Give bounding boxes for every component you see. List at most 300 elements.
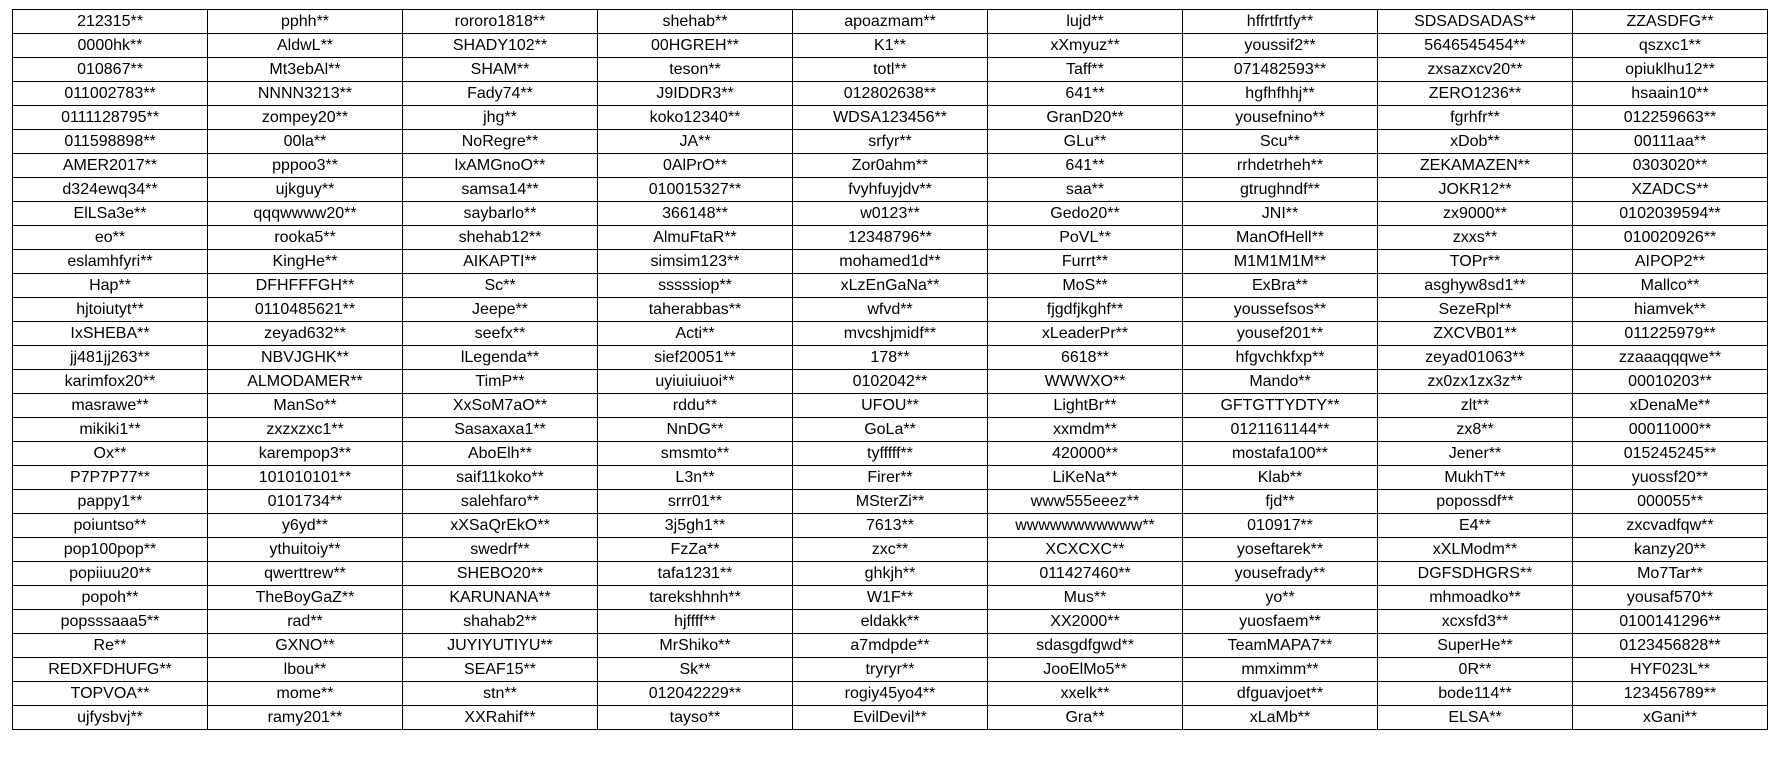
table-cell[interactable]: tafa1231** [598, 562, 793, 586]
table-cell[interactable]: ujfysbvj** [13, 706, 208, 730]
table-cell[interactable]: 00HGREH** [598, 34, 793, 58]
table-cell[interactable]: zx8** [1378, 418, 1573, 442]
table-cell[interactable]: hffrtfrtfy** [1183, 10, 1378, 34]
table-cell[interactable]: 00010203** [1573, 370, 1768, 394]
table-cell[interactable]: fjd** [1183, 490, 1378, 514]
table-cell[interactable]: rrhdetrheh** [1183, 154, 1378, 178]
table-cell[interactable]: xxelk** [988, 682, 1183, 706]
table-cell[interactable]: srrr01** [598, 490, 793, 514]
table-cell[interactable]: ManSo** [208, 394, 403, 418]
table-cell[interactable]: TheBoyGaZ** [208, 586, 403, 610]
table-row [13, 58, 1768, 82]
table-cell[interactable]: P7P7P77** [13, 466, 208, 490]
table-row [13, 130, 1768, 154]
table-cell[interactable]: www555eeez** [988, 490, 1183, 514]
table-cell[interactable]: M1M1M1M** [1183, 250, 1378, 274]
table-row [13, 34, 1768, 58]
table-cell[interactable]: sief20051** [598, 346, 793, 370]
table-row [13, 298, 1768, 322]
table-cell[interactable]: XxSoM7aO** [403, 394, 598, 418]
table-cell[interactable]: uyiuiuiuoi** [598, 370, 793, 394]
table-cell[interactable]: yousef201** [1183, 322, 1378, 346]
table-cell[interactable]: yuossf20** [1573, 466, 1768, 490]
table-cell[interactable]: d324ewq34** [13, 178, 208, 202]
table-cell[interactable]: 212315** [13, 10, 208, 34]
table-cell[interactable]: K1** [793, 34, 988, 58]
table-cell[interactable]: mmximm** [1183, 658, 1378, 682]
table-cell[interactable]: ELSA** [1378, 706, 1573, 730]
table-cell[interactable]: XX2000** [988, 610, 1183, 634]
table-cell[interactable]: 00la** [208, 130, 403, 154]
table-cell[interactable]: popsssaaa5** [13, 610, 208, 634]
table-cell[interactable]: opiuklhu12** [1573, 58, 1768, 82]
table-cell[interactable]: masrawe** [13, 394, 208, 418]
table-cell[interactable]: GoLa** [793, 418, 988, 442]
table-cell[interactable]: Firer** [793, 466, 988, 490]
table-cell[interactable]: 0111128795** [13, 106, 208, 130]
table-cell[interactable]: shehab** [598, 10, 793, 34]
table-cell[interactable]: AIPOP2** [1573, 250, 1768, 274]
table-cell[interactable]: 015245245** [1573, 442, 1768, 466]
table-cell[interactable]: ZXCVB01** [1378, 322, 1573, 346]
table-cell[interactable]: zxc** [793, 538, 988, 562]
table-cell[interactable]: Jener** [1378, 442, 1573, 466]
table-cell[interactable]: ZEKAMAZEN** [1378, 154, 1573, 178]
table-cell[interactable]: AMER2017** [13, 154, 208, 178]
table-cell[interactable]: wwwwwwwwwww** [988, 514, 1183, 538]
table-cell[interactable]: Mo7Tar** [1573, 562, 1768, 586]
table-cell[interactable]: TeamMAPA7** [1183, 634, 1378, 658]
table-cell[interactable]: ZERO1236** [1378, 82, 1573, 106]
table-cell[interactable]: tryryr** [793, 658, 988, 682]
table-cell[interactable]: mostafa100** [1183, 442, 1378, 466]
table-cell[interactable]: 12348796** [793, 226, 988, 250]
table-cell[interactable]: poiuntso** [13, 514, 208, 538]
table-body [13, 10, 1768, 730]
table-cell[interactable]: 011427460** [988, 562, 1183, 586]
table-cell[interactable]: 010015327** [598, 178, 793, 202]
table-cell[interactable]: xxmdm** [988, 418, 1183, 442]
table-cell[interactable]: saybarlo** [403, 202, 598, 226]
table-cell[interactable]: bode114** [1378, 682, 1573, 706]
table-cell[interactable]: popoh** [13, 586, 208, 610]
table-cell[interactable]: 012042229** [598, 682, 793, 706]
table-cell[interactable]: GFTGTTYDTY** [1183, 394, 1378, 418]
table-cell[interactable]: ythuitoiy** [208, 538, 403, 562]
table-cell[interactable]: yuosfaem** [1183, 610, 1378, 634]
table-cell[interactable]: AIKAPTI** [403, 250, 598, 274]
table-cell[interactable]: WWWXO** [988, 370, 1183, 394]
table-cell[interactable]: tyfffff** [793, 442, 988, 466]
table-cell[interactable]: zxzxzxc1** [208, 418, 403, 442]
table-cell[interactable]: rororo1818** [403, 10, 598, 34]
table-cell[interactable]: Jeepe** [403, 298, 598, 322]
table-cell[interactable]: SDSADSADAS** [1378, 10, 1573, 34]
table-cell[interactable]: simsim123** [598, 250, 793, 274]
table-cell[interactable]: MukhT** [1378, 466, 1573, 490]
table-cell[interactable]: 6618** [988, 346, 1183, 370]
table-cell[interactable]: karempop3** [208, 442, 403, 466]
table-cell[interactable]: lxAMGnoO** [403, 154, 598, 178]
table-cell[interactable]: fvyhfuyjdv** [793, 178, 988, 202]
table-cell[interactable]: LightBr** [988, 394, 1183, 418]
table-cell[interactable]: 012259663** [1573, 106, 1768, 130]
table-cell[interactable]: 00011000** [1573, 418, 1768, 442]
table-cell[interactable]: JooElMo5** [988, 658, 1183, 682]
table-cell[interactable]: KingHe** [208, 250, 403, 274]
table-cell[interactable]: hiamvek** [1573, 298, 1768, 322]
table-cell[interactable]: hgfhfhhj** [1183, 82, 1378, 106]
table-cell[interactable]: hsaain10** [1573, 82, 1768, 106]
table-cell[interactable]: KARUNANA** [403, 586, 598, 610]
table-cell[interactable]: xLaMb** [1183, 706, 1378, 730]
table-cell[interactable]: SuperHe** [1378, 634, 1573, 658]
table-cell[interactable]: 0000hk** [13, 34, 208, 58]
table-cell[interactable]: zx0zx1zx3z** [1378, 370, 1573, 394]
table-cell[interactable]: LiKeNa** [988, 466, 1183, 490]
table-cell[interactable]: dfguavjoet** [1183, 682, 1378, 706]
table-cell[interactable]: FzZa** [598, 538, 793, 562]
table-cell[interactable]: GLu** [988, 130, 1183, 154]
table-cell[interactable]: youssefsos** [1183, 298, 1378, 322]
table-cell[interactable]: smsmto** [598, 442, 793, 466]
table-cell[interactable]: XXRahif** [403, 706, 598, 730]
table-cell[interactable]: 366148** [598, 202, 793, 226]
table-cell[interactable]: WDSA123456** [793, 106, 988, 130]
table-cell[interactable]: zlt** [1378, 394, 1573, 418]
table-cell[interactable]: MoS** [988, 274, 1183, 298]
table-row [13, 682, 1768, 706]
table-cell[interactable]: zxxs** [1378, 226, 1573, 250]
table-cell[interactable]: ElLSa3e** [13, 202, 208, 226]
table-cell[interactable]: 178** [793, 346, 988, 370]
table-cell[interactable]: NNNN3213** [208, 82, 403, 106]
table-cell[interactable]: 00111aa** [1573, 130, 1768, 154]
table-cell[interactable]: sdasgdfgwd** [988, 634, 1183, 658]
table-cell[interactable]: Mallco** [1573, 274, 1768, 298]
table-cell[interactable]: koko12340** [598, 106, 793, 130]
table-cell[interactable]: SHAM** [403, 58, 598, 82]
table-row [13, 634, 1768, 658]
table-cell[interactable]: jhg** [403, 106, 598, 130]
table-cell[interactable]: 0110485621** [208, 298, 403, 322]
table-cell[interactable]: karimfox20** [13, 370, 208, 394]
table-cell[interactable]: xcxsfd3** [1378, 610, 1573, 634]
table-cell[interactable]: AlmuFtaR** [598, 226, 793, 250]
table-cell[interactable]: Re** [13, 634, 208, 658]
table-cell[interactable]: lbou** [208, 658, 403, 682]
table-cell[interactable]: L3n** [598, 466, 793, 490]
table-cell[interactable]: saa** [988, 178, 1183, 202]
table-cell[interactable]: shehab12** [403, 226, 598, 250]
table-row [13, 466, 1768, 490]
table-cell[interactable]: fgrhfr** [1378, 106, 1573, 130]
table-cell[interactable]: mvcshjmidf** [793, 322, 988, 346]
table-cell[interactable]: a7mdpde** [793, 634, 988, 658]
table-cell[interactable]: xXSaQrEkO** [403, 514, 598, 538]
table-cell[interactable]: asghyw8sd1** [1378, 274, 1573, 298]
table-cell[interactable]: 010867** [13, 58, 208, 82]
table-cell[interactable]: mikiki1** [13, 418, 208, 442]
table-cell[interactable]: ujkguy** [208, 178, 403, 202]
table-cell[interactable]: 010917** [1183, 514, 1378, 538]
table-cell[interactable]: mome** [208, 682, 403, 706]
table-cell[interactable]: pppoo3** [208, 154, 403, 178]
table-cell[interactable]: zeyad01063** [1378, 346, 1573, 370]
table-cell[interactable]: ramy201** [208, 706, 403, 730]
table-cell[interactable]: ExBra** [1183, 274, 1378, 298]
table-cell[interactable]: 0AlPrO** [598, 154, 793, 178]
table-cell[interactable]: XCXCXC** [988, 538, 1183, 562]
table-cell[interactable]: 0303020** [1573, 154, 1768, 178]
table-cell[interactable]: yousaf570** [1573, 586, 1768, 610]
table-cell[interactable]: fjgdfjkghf** [988, 298, 1183, 322]
table-cell[interactable]: y6yd** [208, 514, 403, 538]
table-cell[interactable]: IxSHEBA** [13, 322, 208, 346]
table-row [13, 706, 1768, 730]
table-cell[interactable]: AboElh** [403, 442, 598, 466]
table-cell[interactable]: seefx** [403, 322, 598, 346]
table-cell[interactable]: saif11koko** [403, 466, 598, 490]
table-cell[interactable]: salehfaro** [403, 490, 598, 514]
table-cell[interactable]: teson** [598, 58, 793, 82]
table-cell[interactable]: youssif2** [1183, 34, 1378, 58]
table-cell[interactable]: 7613** [793, 514, 988, 538]
table-cell[interactable]: GranD20** [988, 106, 1183, 130]
table-cell[interactable]: 0101734** [208, 490, 403, 514]
table-cell[interactable]: yousefrady** [1183, 562, 1378, 586]
table-row [13, 322, 1768, 346]
table-cell[interactable]: xXLModm** [1378, 538, 1573, 562]
table-row [13, 274, 1768, 298]
table-cell[interactable]: 420000** [988, 442, 1183, 466]
table-cell[interactable]: hfgvchkfxp** [1183, 346, 1378, 370]
table-cell[interactable]: SEAF15** [403, 658, 598, 682]
table-cell[interactable]: Furrt** [988, 250, 1183, 274]
table-row [13, 226, 1768, 250]
table-cell[interactable]: tarekshhnh** [598, 586, 793, 610]
table-cell[interactable]: 011002783** [13, 82, 208, 106]
table-cell[interactable]: yousefnino** [1183, 106, 1378, 130]
table-cell[interactable]: 3j5gh1** [598, 514, 793, 538]
table-cell[interactable]: rooka5** [208, 226, 403, 250]
table-cell[interactable]: apoazmam** [793, 10, 988, 34]
table-cell[interactable]: popiiuu20** [13, 562, 208, 586]
table-cell[interactable]: hjffff** [598, 610, 793, 634]
table-cell[interactable]: 0102039594** [1573, 202, 1768, 226]
table-cell[interactable]: zzaaaqqqwe** [1573, 346, 1768, 370]
table-cell[interactable]: TOPr** [1378, 250, 1573, 274]
table-cell[interactable]: ZZASDFG** [1573, 10, 1768, 34]
table-cell[interactable]: 0R** [1378, 658, 1573, 682]
table-cell[interactable]: DFHFFFGH** [208, 274, 403, 298]
table-cell[interactable]: J9IDDR3** [598, 82, 793, 106]
table-cell[interactable]: Fady74** [403, 82, 598, 106]
table-row [13, 394, 1768, 418]
table-row [13, 610, 1768, 634]
table-row [13, 250, 1768, 274]
table-cell[interactable]: JNI** [1183, 202, 1378, 226]
table-cell[interactable]: lujd** [988, 10, 1183, 34]
table-cell[interactable]: MSterZi** [793, 490, 988, 514]
table-row [13, 442, 1768, 466]
table-cell[interactable]: Mus** [988, 586, 1183, 610]
table-cell[interactable]: zeyad632** [208, 322, 403, 346]
table-cell[interactable]: eldakk** [793, 610, 988, 634]
table-cell[interactable]: qwerttrew** [208, 562, 403, 586]
table-cell[interactable]: Mando** [1183, 370, 1378, 394]
table-cell[interactable]: NnDG** [598, 418, 793, 442]
table-cell[interactable]: 071482593** [1183, 58, 1378, 82]
table-cell[interactable]: TOPVOA** [13, 682, 208, 706]
table-cell[interactable]: Sc** [403, 274, 598, 298]
table-cell[interactable]: jj481jj263** [13, 346, 208, 370]
table-cell[interactable]: Gra** [988, 706, 1183, 730]
table-row [13, 370, 1768, 394]
spreadsheet-grid-container [12, 9, 1768, 730]
table-cell[interactable]: Gedo20** [988, 202, 1183, 226]
table-row [13, 202, 1768, 226]
table-cell[interactable]: qszxc1** [1573, 34, 1768, 58]
table-cell[interactable]: 641** [988, 82, 1183, 106]
table-cell[interactable]: ALMODAMER** [208, 370, 403, 394]
table-cell[interactable]: Mt3ebAl** [208, 58, 403, 82]
table-cell[interactable]: Ox** [13, 442, 208, 466]
table-row [13, 586, 1768, 610]
table-row [13, 490, 1768, 514]
table-cell[interactable]: SHADY102** [403, 34, 598, 58]
table-cell[interactable]: SezeRpl** [1378, 298, 1573, 322]
table-cell[interactable]: rogiy45yo4** [793, 682, 988, 706]
table-cell[interactable]: srfyr** [793, 130, 988, 154]
table-cell[interactable]: rad** [208, 610, 403, 634]
table-cell[interactable]: samsa14** [403, 178, 598, 202]
table-cell[interactable]: stn** [403, 682, 598, 706]
table-cell[interactable]: tayso** [598, 706, 793, 730]
table-cell[interactable]: rddu** [598, 394, 793, 418]
table-cell[interactable]: totl** [793, 58, 988, 82]
table-cell[interactable]: JA** [598, 130, 793, 154]
table-cell[interactable]: SHEBO20** [403, 562, 598, 586]
table-cell[interactable]: Taff** [988, 58, 1183, 82]
table-cell[interactable]: Sasaxaxa1** [403, 418, 598, 442]
table-cell[interactable]: xLeaderPr** [988, 322, 1183, 346]
table-cell[interactable]: yo** [1183, 586, 1378, 610]
table-cell[interactable]: 0123456828** [1573, 634, 1768, 658]
table-cell[interactable]: 011598898** [13, 130, 208, 154]
table-cell[interactable]: xXmyuz** [988, 34, 1183, 58]
table-cell[interactable]: 123456789** [1573, 682, 1768, 706]
table-cell[interactable]: Acti** [598, 322, 793, 346]
table-cell[interactable]: xDenaMe** [1573, 394, 1768, 418]
table-cell[interactable]: 011225979** [1573, 322, 1768, 346]
table-row [13, 562, 1768, 586]
table-cell[interactable]: swedrf** [403, 538, 598, 562]
table-cell[interactable]: sssssiop** [598, 274, 793, 298]
table-cell[interactable]: kanzy20** [1573, 538, 1768, 562]
table-cell[interactable]: mhmoadko** [1378, 586, 1573, 610]
table-cell[interactable]: Scu** [1183, 130, 1378, 154]
table-row [13, 154, 1768, 178]
table-cell[interactable]: shahab2** [403, 610, 598, 634]
table-cell[interactable]: Sk** [598, 658, 793, 682]
table-cell[interactable]: eo** [13, 226, 208, 250]
table-cell[interactable]: 101010101** [208, 466, 403, 490]
table-cell[interactable]: xGani** [1573, 706, 1768, 730]
table-cell[interactable]: gtrughndf** [1183, 178, 1378, 202]
table-cell[interactable]: AldwL** [208, 34, 403, 58]
table-cell[interactable]: xLzEnGaNa** [793, 274, 988, 298]
table-cell[interactable]: popossdf** [1378, 490, 1573, 514]
table-cell[interactable]: zompey20** [208, 106, 403, 130]
table-cell[interactable]: Klab** [1183, 466, 1378, 490]
table-cell[interactable]: EvilDevil** [793, 706, 988, 730]
table-cell[interactable]: 0102042** [793, 370, 988, 394]
table-row [13, 346, 1768, 370]
table-cell[interactable]: 641** [988, 154, 1183, 178]
table-cell[interactable]: Hap** [13, 274, 208, 298]
table-cell[interactable]: REDXFDHUFG** [13, 658, 208, 682]
table-cell[interactable]: W1F** [793, 586, 988, 610]
table-cell[interactable]: JOKR12** [1378, 178, 1573, 202]
table-cell[interactable]: zxcvadfqw** [1573, 514, 1768, 538]
table-cell[interactable]: NoRegre** [403, 130, 598, 154]
table-row [13, 538, 1768, 562]
table-cell[interactable]: xDob** [1378, 130, 1573, 154]
table-cell[interactable]: yoseftarek** [1183, 538, 1378, 562]
table-cell[interactable]: 0100141296** [1573, 610, 1768, 634]
table-cell[interactable]: 010020926** [1573, 226, 1768, 250]
table-cell[interactable]: MrShiko** [598, 634, 793, 658]
table-cell[interactable]: pphh** [208, 10, 403, 34]
table-cell[interactable]: zxsazxcv20** [1378, 58, 1573, 82]
table-cell[interactable]: 0121161144** [1183, 418, 1378, 442]
table-cell[interactable]: JUYIYUTIYU** [403, 634, 598, 658]
table-cell[interactable]: DGFSDHGRS** [1378, 562, 1573, 586]
table-cell[interactable]: qqqwwww20** [208, 202, 403, 226]
table-cell[interactable]: UFOU** [793, 394, 988, 418]
table-row [13, 418, 1768, 442]
table-cell[interactable]: wfvd** [793, 298, 988, 322]
username-table [12, 9, 1768, 730]
table-cell[interactable]: Zor0ahm** [793, 154, 988, 178]
table-cell[interactable]: 012802638** [793, 82, 988, 106]
table-cell[interactable]: lLegenda** [403, 346, 598, 370]
table-cell[interactable]: GXNO** [208, 634, 403, 658]
table-cell[interactable]: ghkjh** [793, 562, 988, 586]
table-cell[interactable]: XZADCS** [1573, 178, 1768, 202]
table-row [13, 658, 1768, 682]
table-cell[interactable]: HYF023L** [1573, 658, 1768, 682]
table-cell[interactable]: TimP** [403, 370, 598, 394]
table-cell[interactable]: ManOfHell** [1183, 226, 1378, 250]
table-cell[interactable]: 5646545454** [1378, 34, 1573, 58]
table-cell[interactable]: eslamhfyri** [13, 250, 208, 274]
table-cell[interactable]: 000055** [1573, 490, 1768, 514]
table-cell[interactable]: zx9000** [1378, 202, 1573, 226]
table-cell[interactable]: hjtoiutyt** [13, 298, 208, 322]
table-cell[interactable]: NBVJGHK** [208, 346, 403, 370]
table-cell[interactable]: pappy1** [13, 490, 208, 514]
table-cell[interactable]: E4** [1378, 514, 1573, 538]
table-cell[interactable]: mohamed1d** [793, 250, 988, 274]
table-cell[interactable]: taherabbas** [598, 298, 793, 322]
table-row [13, 106, 1768, 130]
table-cell[interactable]: pop100pop** [13, 538, 208, 562]
table-cell[interactable]: w0123** [793, 202, 988, 226]
table-cell[interactable]: PoVL** [988, 226, 1183, 250]
table-row [13, 82, 1768, 106]
